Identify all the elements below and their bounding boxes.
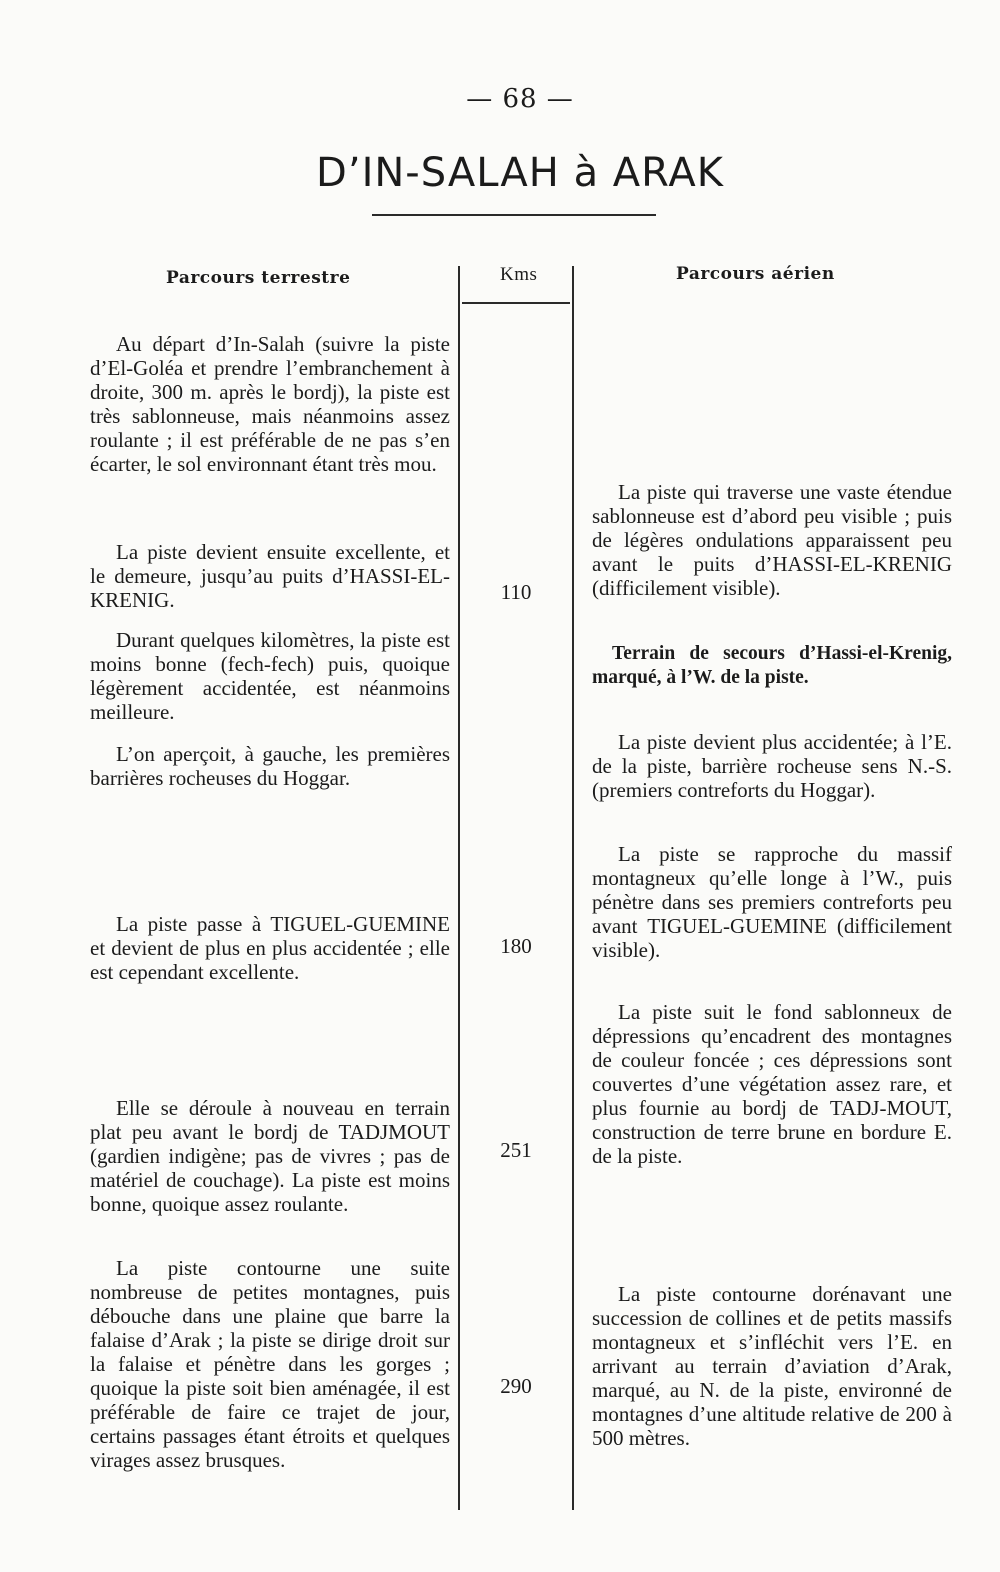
terrestre-paragraph-5: La piste passe à TIGUEL-GUEMINE et devient de plus en plus accidentée ; elle est cependant excellente. bbox=[90, 912, 450, 984]
terrestre-paragraph-3: Durant quelques kilomètres, la piste est moins bonne (fech-fech) puis, quoique légèrement accidentée, est néanmoins meilleure. bbox=[90, 628, 450, 724]
aerien-paragraph-4: La piste se rapproche du massif montagneux qu’elle longe à l’W., puis pénètre dans ses premiers contreforts peu avant TIGUEL-GUEMINE (difficilement visible). bbox=[592, 842, 952, 962]
aerien-paragraph-3: La piste devient plus accidentée; à l’E. de la piste, barrière rocheuse sens N.-S. (premiers contreforts du Hoggar). bbox=[592, 730, 952, 802]
title-underline bbox=[372, 214, 656, 216]
terrestre-paragraph-4: L’on aperçoit, à gauche, les premières barrières rocheuses du Hoggar. bbox=[90, 742, 450, 790]
column-divider-right bbox=[572, 266, 574, 1510]
header-parcours-aerien: Parcours aérien bbox=[676, 264, 835, 284]
kms-header-rule bbox=[462, 302, 570, 304]
terrestre-paragraph-1: Au départ d’In-Salah (suivre la piste d’El-Goléa et prendre l’embranchement à droite, 300 m. après le bordj), la piste est très sablonneuse, mais néanmoins assez roulante ; il est préférable de ne pas s’en écarter, le sol environnant étant très mou. bbox=[90, 332, 450, 476]
km-value-180: 180 bbox=[500, 934, 532, 958]
terrestre-paragraph-2: La piste devient ensuite excellente, et le demeure, jusqu’au puits d’HASSI-EL-KRENIG. bbox=[90, 540, 450, 612]
km-value-290: 290 bbox=[500, 1374, 532, 1398]
page-number: — 68 — bbox=[466, 84, 574, 114]
header-kms: Kms bbox=[500, 264, 538, 285]
page-title: D’IN-SALAH à ARAK bbox=[316, 150, 724, 196]
aerien-paragraph-2: Terrain de secours d’Hassi-el-Krenig, marqué, à l’W. de la piste. bbox=[592, 643, 952, 688]
column-divider-left bbox=[458, 266, 460, 1510]
terrestre-paragraph-7: La piste contourne une suite nombreuse de petites montagnes, puis débouche dans une plaine que barre la falaise d’Arak ; la piste se dirige droit sur la falaise et pénètre dans les gorges ; quoique la piste soit bien aménagée, il est préférable de faire ce trajet de jour, certains passages étant étroits et quelques virages assez brusques. bbox=[90, 1256, 450, 1472]
terrestre-paragraph-6: Elle se déroule à nouveau en terrain plat peu avant le bordj de TADJMOUT (gardien indigène; pas de vivres ; pas de matériel de couchage). La piste est moins bonne, quoique assez roulante. bbox=[90, 1096, 450, 1216]
aerien-paragraph-6: La piste contourne dorénavant une succession de collines et de petits massifs montagneux et s’infléchit vers l’E. en arrivant au terrain d’aviation d’Arak, marqué, au N. de la piste, environné de montagnes d’une altitude relative de 200 à 500 mètres. bbox=[592, 1282, 952, 1450]
km-value-251: 251 bbox=[500, 1138, 532, 1162]
aerien-paragraph-5: La piste suit le fond sablonneux de dépressions qu’encadrent des montagnes de couleur foncée ; ces dépressions sont couvertes d’une végétation assez rare, et plus fournie au bordj de TADJ-MOUT, construction de terre brune en bordure E. de la piste. bbox=[592, 1000, 952, 1168]
aerien-paragraph-1: La piste qui traverse une vaste étendue sablonneuse est d’abord peu visible ; puis de légères ondulations apparaissent peu avant le puits d’HASSI-EL-KRENIG (difficilement visible). bbox=[592, 480, 952, 600]
header-parcours-terrestre: Parcours terrestre bbox=[166, 268, 351, 288]
km-value-110: 110 bbox=[500, 580, 532, 604]
